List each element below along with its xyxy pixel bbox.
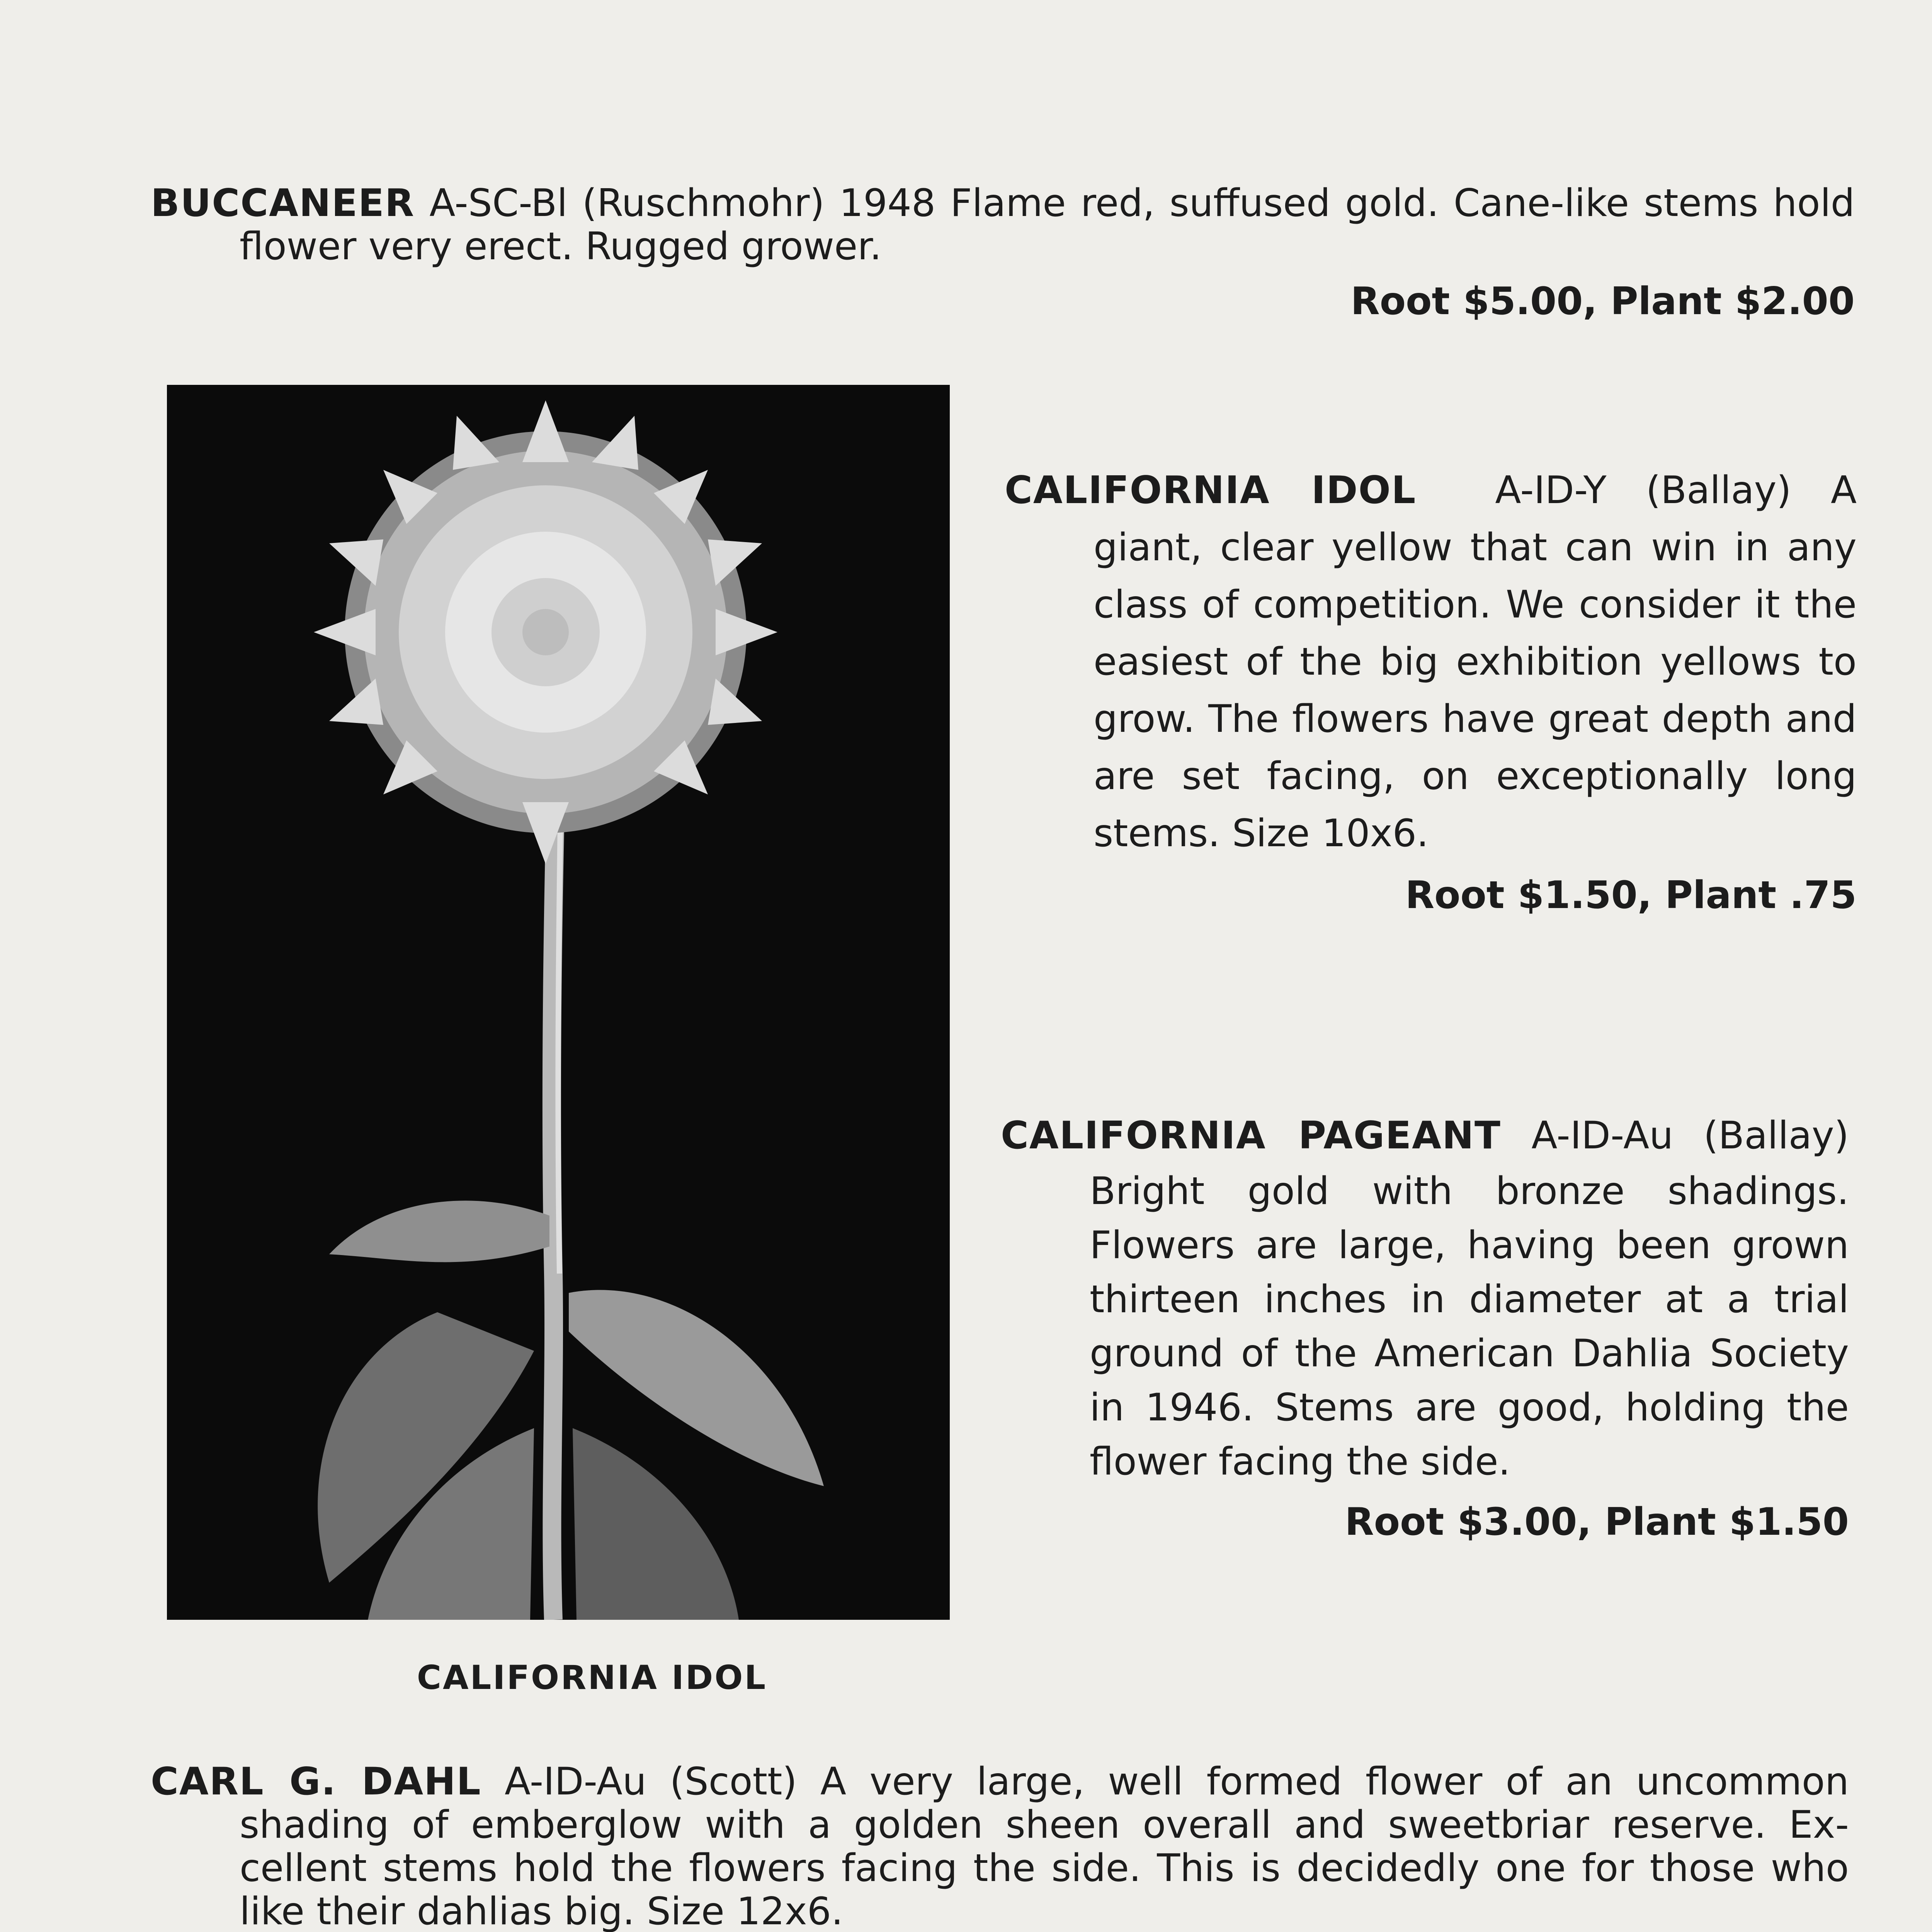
entry-price: Root $3.00, Plant $1.50 <box>1345 1500 1849 1544</box>
entry-description: A-SC-Bl (Ruschmohr) 1948 Flame red, suffused gold. Cane-like stems hold flower very erect. Rugged grower. <box>240 181 1855 269</box>
entry-name: CARL G. DAHL <box>151 1760 481 1804</box>
entry-description-head: A-ID-Y (Ballay) A <box>1495 468 1857 512</box>
dahlia-photo <box>167 385 950 1620</box>
photo-caption: CALIFORNIA IDOL <box>417 1658 767 1697</box>
entry-california-idol <box>1005 462 1857 917</box>
entry-description: A-ID-Au (Scott) A very large, well formed flower of an uncommon shading of emberglow with a golden sheen overall and sweetbriar reserve. Ex-cellent stems hold the flowers facing the side. This is decidedly one for those who like their dahlias big. Size 12x6. <box>240 1760 1849 1932</box>
entry-description: Bright gold with bronze shadings. Flowers are large, having been grown thirteen inches in diameter at a trial ground of the American Dahlia Society in 1946. Stems are good, holding the flower facing the side. <box>1090 1169 1849 1484</box>
entry-carl-g-dahl <box>151 1760 1849 1932</box>
entry-name: CALIFORNIA PAGEANT <box>1001 1114 1501 1158</box>
entry-california-pageant <box>1001 1107 1849 1544</box>
entry-buccaneer <box>151 182 1855 323</box>
entry-description: giant, clear yellow that can win in any class of competition. We consider it the easiest of the big exhibition yellows to grow. The flowers have great depth and are set facing, on exceptionally long stems. Size 10x6. <box>1094 526 1857 855</box>
entry-name: CALIFORNIA IDOL <box>1005 468 1417 512</box>
entry-price: Root $5.00, Plant $2.00 <box>1350 279 1855 323</box>
entry-name: BUCCANEER <box>151 181 415 225</box>
entry-price: Root $1.50, Plant .75 <box>1405 873 1857 917</box>
entry-description-head: A-ID-Au (Ballay) <box>1531 1114 1849 1158</box>
